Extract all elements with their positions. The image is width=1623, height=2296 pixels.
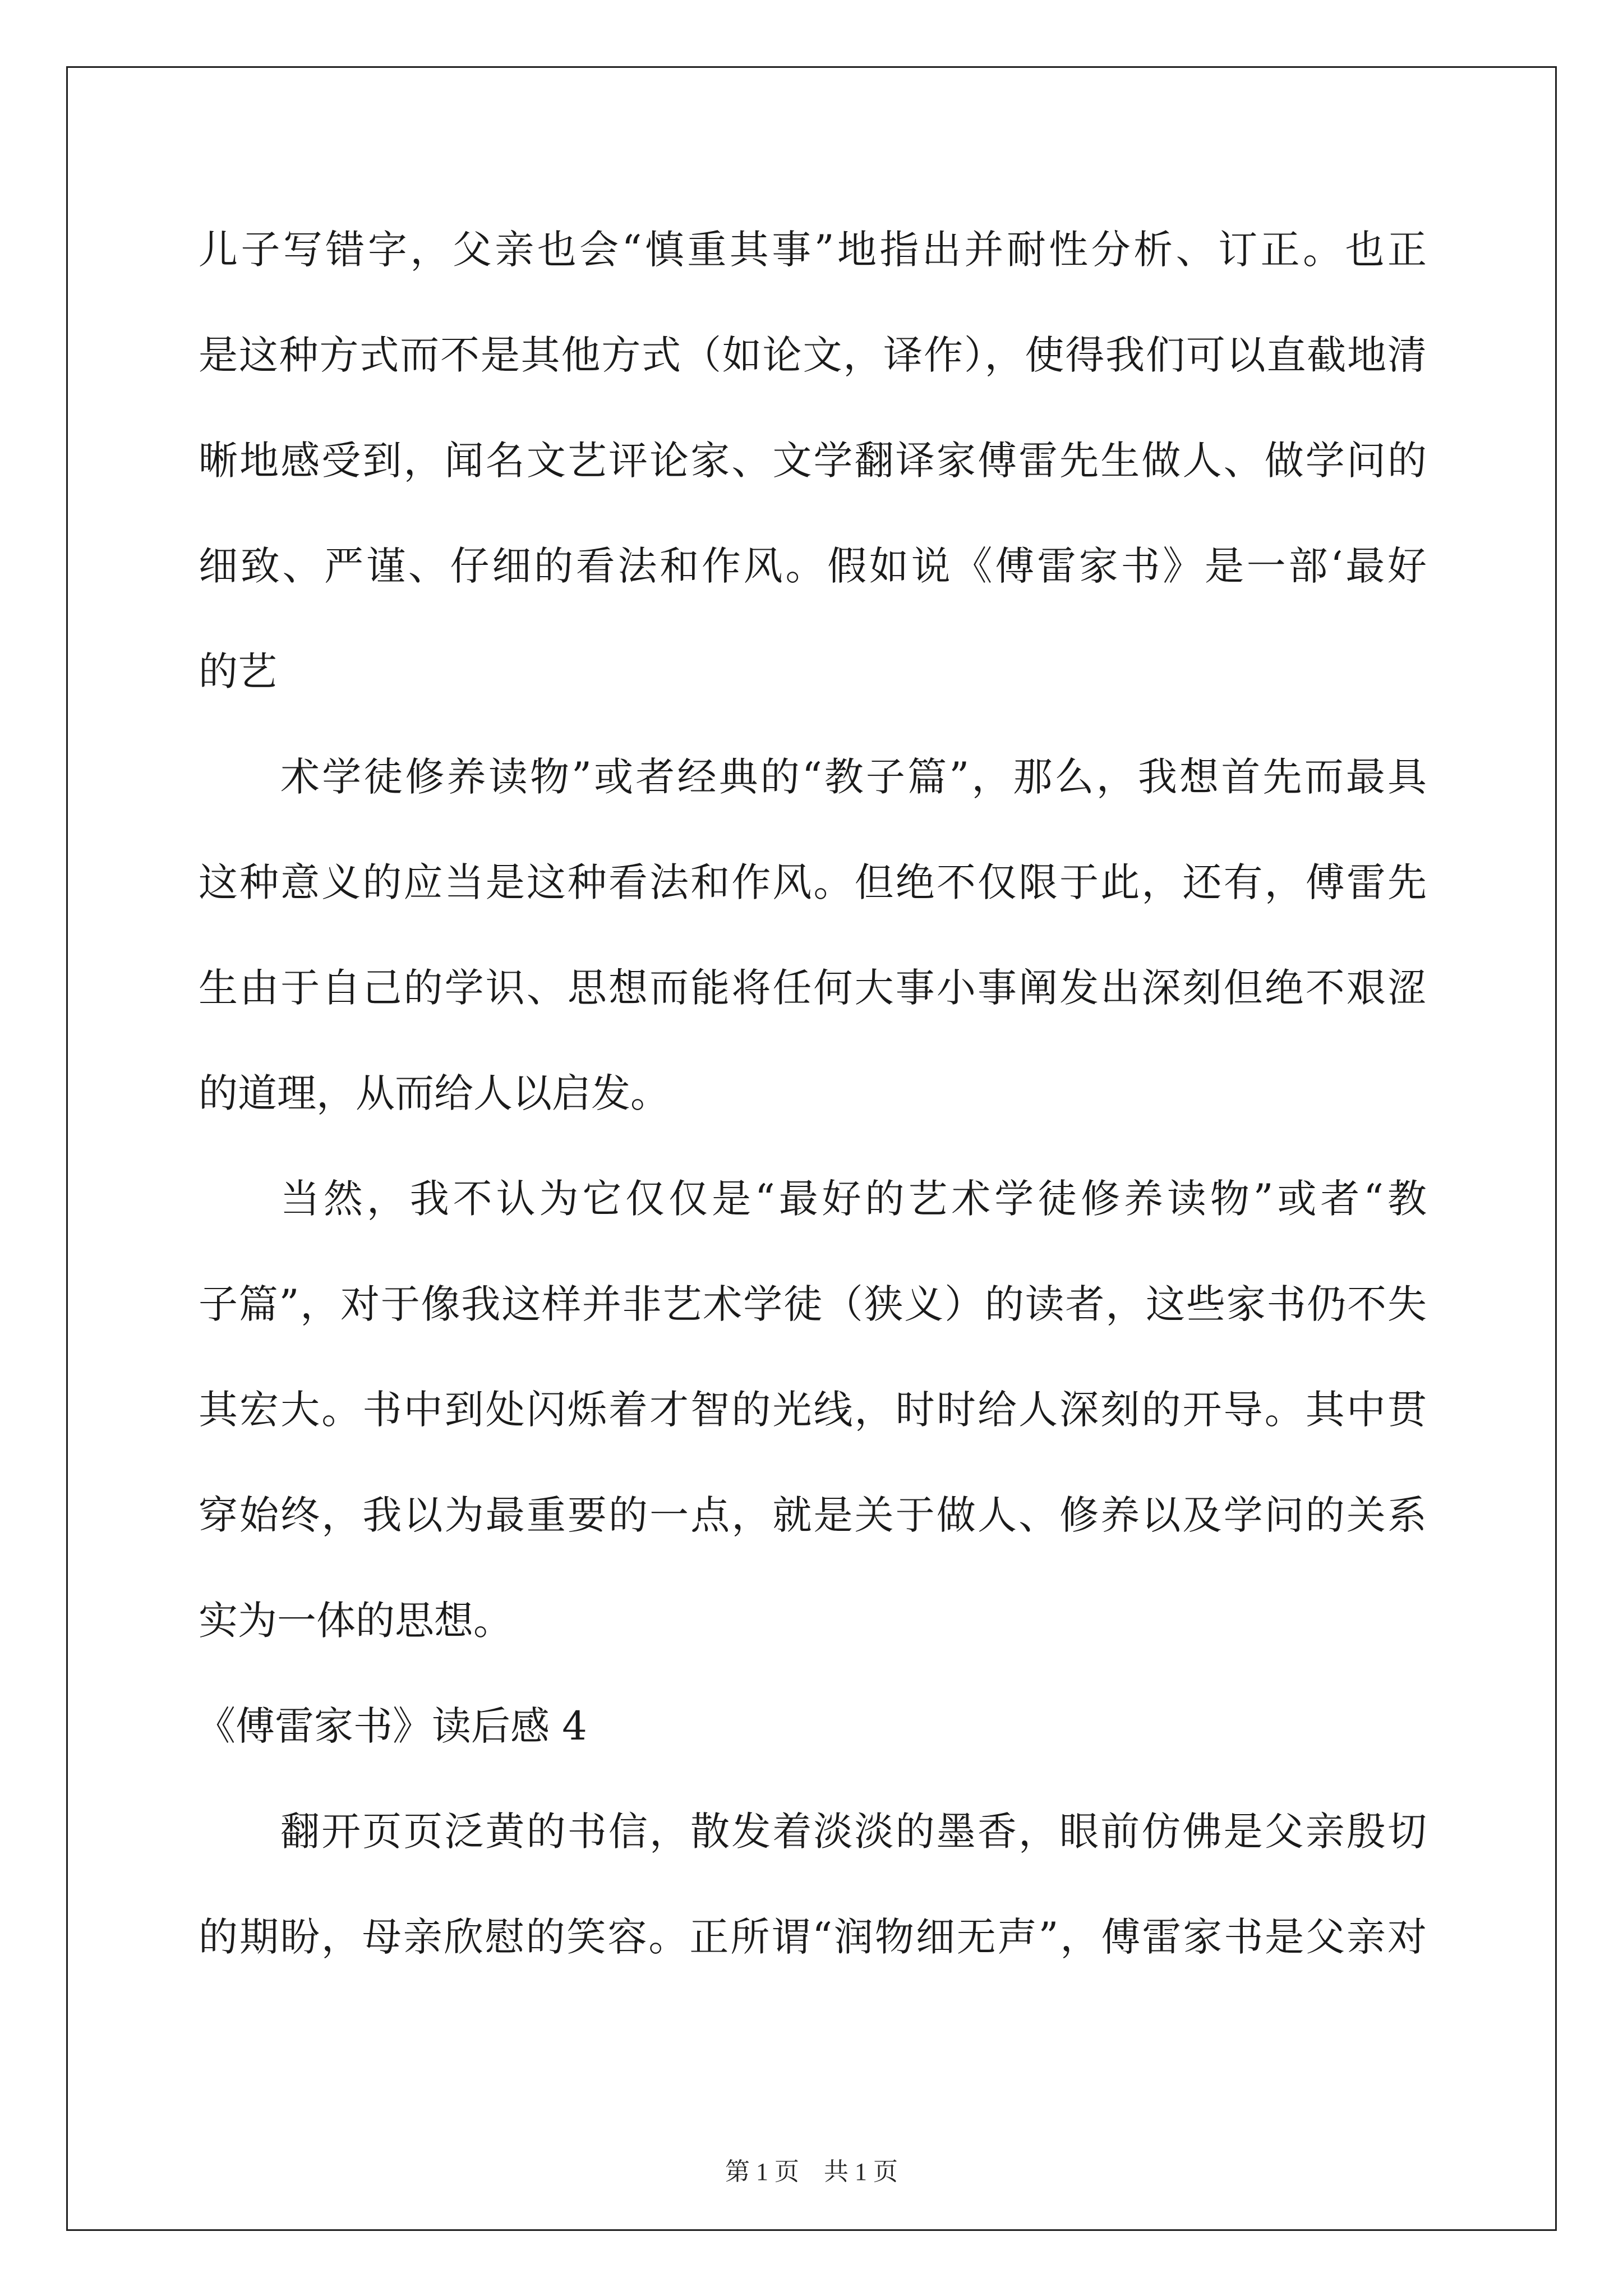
text-line: 的道理，从而给人以启发。 (199, 1070, 670, 1116)
text-line: 术学徒修养读物”或者经典的“教子篇”，那么，我想首先而最具 (280, 754, 1427, 800)
text-line: 细致、严谨、仔细的看法和作风。假如说《傅雷家书》是一部‘最好 (199, 543, 1427, 589)
text-line: 儿子写错字，父亲也会“慎重其事”地指出并耐性分析、订正。也正 (199, 227, 1427, 273)
text-line: 的艺 (199, 648, 277, 694)
section-heading: 《傅雷家书》读后感 4 (196, 1703, 587, 1749)
text-line: 实为一体的思想。 (199, 1598, 513, 1644)
text-line: 子篇”，对于像我这样并非艺术学徒（狭义）的读者，这些家书仍不失 (199, 1281, 1427, 1327)
text-line: 这种意义的应当是这种看法和作风。但绝不仅限于此，还有，傅雷先 (199, 859, 1427, 905)
text-line: 晰地感受到，闻名文艺评论家、文学翻译家傅雷先生做人、做学问的 (199, 438, 1427, 484)
text-line: 穿始终，我以为最重要的一点，就是关于做人、修养以及学问的关系 (199, 1492, 1427, 1538)
page-border (66, 66, 1557, 2231)
text-line: 的期盼，母亲欣慰的笑容。正所谓“润物细无声”，傅雷家书是父亲对 (199, 1914, 1427, 1960)
text-line: 当然，我不认为它仅仅是“最好的艺术学徒修养读物”或者“教 (280, 1176, 1427, 1222)
text-line: 是这种方式而不是其他方式（如论文，译作），使得我们可以直截地清 (199, 332, 1427, 378)
text-line: 翻开页页泛黄的书信，散发着淡淡的墨香，眼前仿佛是父亲殷切 (280, 1809, 1427, 1855)
page-number-footer: 第 1 页 共 1 页 (725, 2158, 898, 2185)
text-line: 其宏大。书中到处闪烁着才智的光线，时时给人深刻的开导。其中贯 (199, 1387, 1427, 1433)
text-line: 生由于自己的学识、思想而能将任何大事小事阐发出深刻但绝不艰涩 (199, 965, 1427, 1011)
